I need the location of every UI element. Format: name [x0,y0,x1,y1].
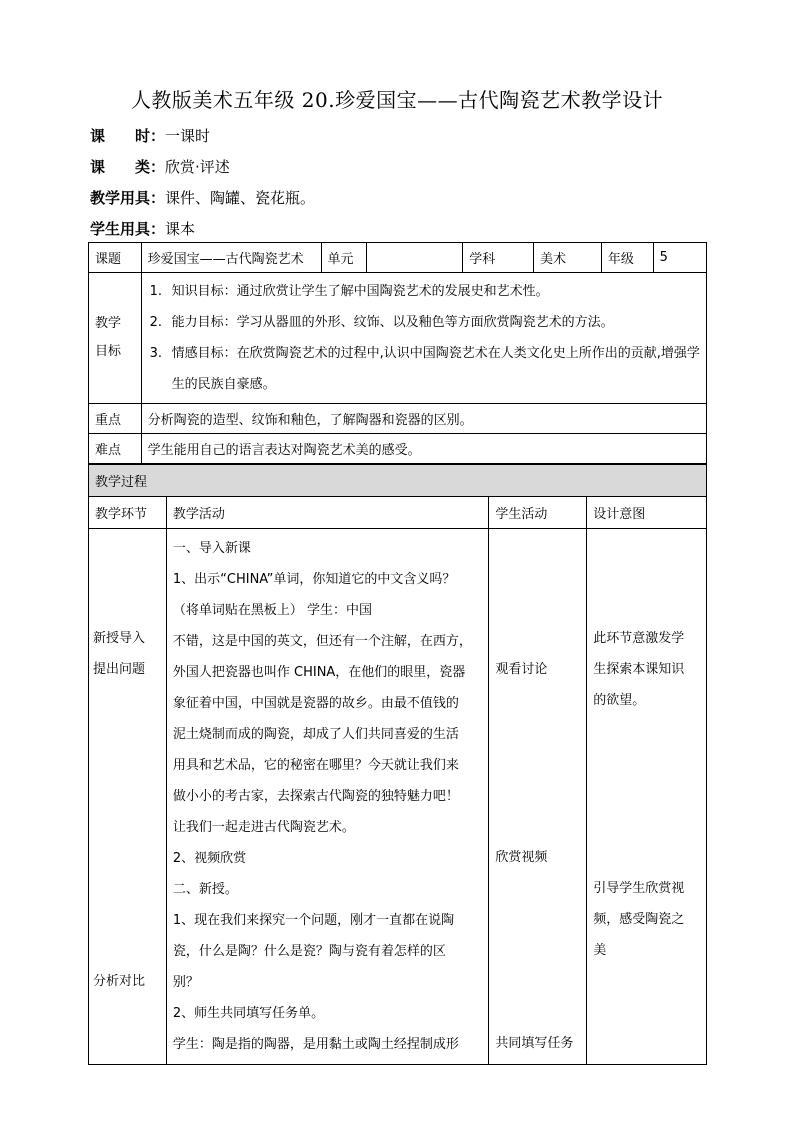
intent-line: 的欲望。 [593,693,646,708]
document-title: 人教版美术五年级 20.珍爱国宝——古代陶瓷艺术教学设计 [130,88,664,112]
topic-label: 课题 [89,243,142,273]
student-tools-value: 课本 [165,220,196,238]
teaching-tools-value: 课件、陶罐、瓷花瓶。 [165,189,316,207]
teaching-tools-label: 教学用具： [90,189,166,207]
difficulty-text: 学生能用自己的语言表达对陶瓷艺术美的感受。 [141,434,706,464]
objectives-label-line2: 目标 [95,344,122,359]
activity-line: 用具和艺术品，它的秘密在哪里？今天就让我们来 [172,758,459,773]
activity-line: 象征着中国，中国就是瓷器的故乡。由最不值钱的 [172,696,459,711]
objective-number: 3. [149,346,163,361]
student-activity-2: 欣赏视频 [495,850,548,865]
stage-intro [93,623,145,685]
unit-label: 单元 [321,243,366,273]
objectives-row [89,273,707,404]
stage-intro-line1: 新授导入 [93,631,146,646]
key-point-text: 分析陶瓷的造型、纹饰和釉色，了解陶器和瓷器的区别。 [141,404,706,434]
info-row [89,243,707,273]
class-type-value: 欣赏·评述 [165,158,230,176]
subject-value: 美术 [534,243,602,273]
activity-line: 做小小的考古家，去探索古代陶瓷的独特魅力吧！ [172,789,459,804]
difficulty-label: 难点 [89,434,142,464]
meta-class-type [90,156,230,177]
objective-item [150,276,702,307]
activity-lines [173,533,482,1060]
design-intent-1 [593,623,684,716]
process-header: 教学过程 [89,465,707,497]
student-activity-1: 观看讨论 [495,662,548,677]
subject-label: 学科 [463,243,534,273]
activity-line: 学生：陶是指的陶器，是用黏土或陶土经捏制成形 [172,1037,459,1052]
objectives-label [89,273,142,404]
activity-cell [166,529,488,1065]
objectives-content [141,273,706,404]
grade-value: 5 [653,243,706,273]
activity-line: 二、新授。 [172,882,238,897]
activity-line: 1、出示“CHINA”单词，你知道它的中文含义吗？ [172,572,456,587]
intent-line: 频，感受陶瓷之 [593,912,685,927]
process-columns-row [89,497,707,529]
activity-line: 让我们一起走进古代陶瓷艺术。 [172,820,355,835]
teaching-process-table [88,464,707,1065]
activity-line: 瓷，什么是陶？什么是瓷？陶与瓷有着怎样的区 [172,944,446,959]
intent-line: 此环节意激发学 [593,631,685,646]
objective-text: 知识目标：通过欣赏让学生了解中国陶瓷艺术的发展史和艺术性。 [171,284,549,299]
process-header-row [89,465,707,497]
key-point-label: 重点 [89,404,142,434]
objective-item [150,307,702,338]
activity-line: 2、视频欣赏 [172,851,247,866]
objective-number: 1. [149,284,163,299]
key-point-row [89,404,707,434]
column-design-intent: 设计意图 [587,497,707,529]
activity-line: 不错，这是中国的英文，但还有一个注解，在西方， [172,634,472,649]
student-activity-cell [489,529,587,1065]
topic-value: 珍爱国宝——古代陶瓷艺术 [141,243,321,273]
design-intent-2 [593,873,684,966]
objective-item [150,338,702,400]
class-hours-value: 一课时 [165,127,211,145]
meta-teaching-tools [90,187,315,208]
objective-number: 2. [149,315,163,330]
column-activity: 教学活动 [166,497,488,529]
activity-line: 2、师生共同填写任务单。 [172,1006,325,1021]
activity-line: 外国人把瓷器也叫作 CHINA，在他们的眼里，瓷器 [172,665,466,680]
grade-label: 年级 [601,243,653,273]
meta-class-hours [90,125,210,146]
intent-line: 美 [593,943,607,958]
student-tools-label: 学生用具： [90,220,166,238]
objective-text: 情感目标：在欣赏陶瓷艺术的过程中,认识中国陶瓷艺术在人类文化史上所作出的贡献,增强学生的民族自豪感。 [171,346,700,392]
stage-cell [89,529,167,1065]
activity-line: 1、现在我们来探究一个问题，刚才一直都在说陶 [172,913,455,928]
intent-line: 生探索本课知识 [593,662,685,677]
difficulty-row [89,434,707,464]
intent-line: 引导学生欣赏视 [593,881,685,896]
objectives-list [150,276,702,400]
design-intent-cell [587,529,707,1065]
activity-line: （将单词贴在黑板上） 学生：中国 [172,603,373,618]
activity-line: 一、导入新课 [172,541,251,556]
class-hours-label: 课 时： [90,127,166,145]
class-type-label: 课 类： [90,158,166,176]
stage-analysis: 分析对比 [93,974,146,989]
column-student-activity: 学生活动 [489,497,587,529]
meta-student-tools [90,218,195,239]
unit-value [366,243,463,273]
stage-intro-line2: 提出问题 [93,662,146,677]
column-stage: 教学环节 [89,497,167,529]
objectives-label-line1: 教学 [95,316,122,331]
process-body-row [89,529,707,1065]
activity-line: 泥土烧制而成的陶瓷，却成了人们共同喜爱的生活 [172,727,459,742]
objective-text: 能力目标：学习从器皿的外形、纹饰、以及釉色等方面欣赏陶瓷艺术的方法。 [171,315,614,330]
activity-line: 别？ [172,975,199,990]
student-activity-3: 共同填写任务 [495,1036,574,1051]
lesson-info-table [88,242,707,464]
